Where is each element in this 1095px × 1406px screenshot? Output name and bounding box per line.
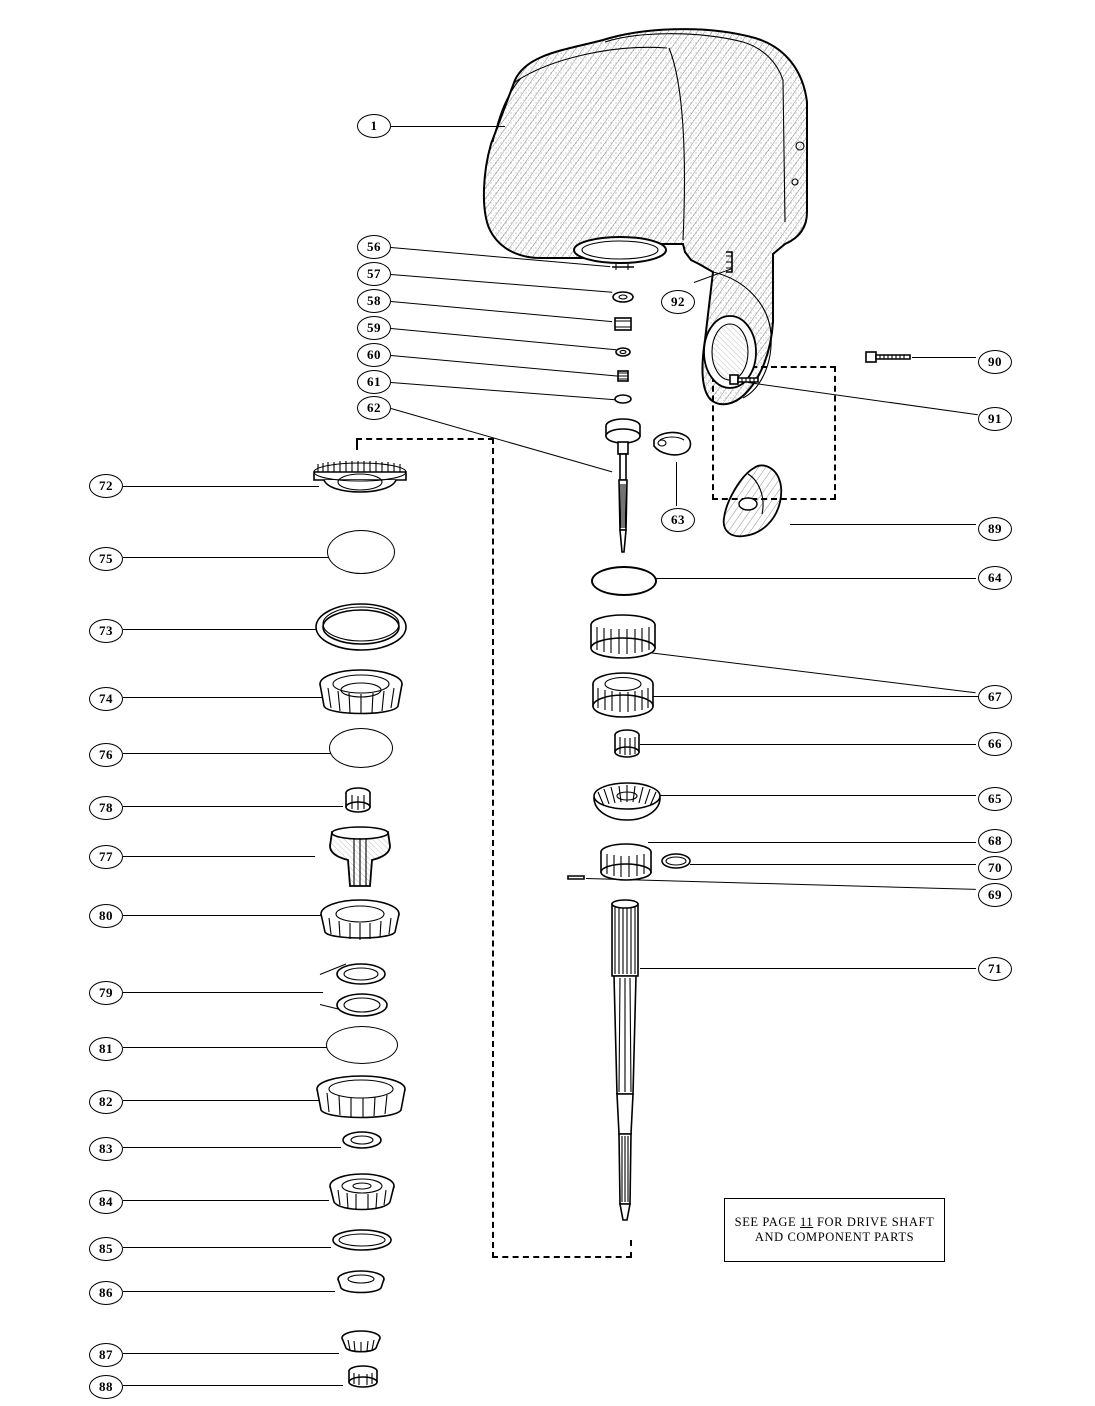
part-67-bearing-race-lower [590, 672, 656, 720]
callout-77[interactable]: 77 [89, 845, 123, 869]
part-60-spring [612, 368, 634, 384]
part-80-bearing [319, 898, 401, 944]
part-69-pin [566, 872, 588, 882]
leader-82 [123, 1100, 319, 1101]
callout-89[interactable]: 89 [978, 517, 1012, 541]
callout-79[interactable]: 79 [89, 981, 123, 1005]
leader-88 [123, 1385, 343, 1386]
part-65-pinion-gear [588, 776, 666, 828]
part-68-bearing-carrier [598, 842, 654, 884]
part-89-trim-tab [718, 462, 794, 544]
group-dash-left-stub [356, 438, 358, 450]
part-70-retaining-ring [659, 852, 693, 870]
part-61-retainer [610, 392, 636, 406]
part-74-tapered-bearing [318, 668, 404, 720]
callout-63[interactable]: 63 [661, 508, 695, 532]
part-58-bushing [606, 314, 640, 334]
part-84-bearing-assembly [328, 1172, 396, 1220]
reference-note-box [724, 1198, 945, 1262]
note-line-2: AND COMPONENT PARTS [754, 1230, 915, 1244]
callout-78[interactable]: 78 [89, 796, 123, 820]
note-line-1: SEE PAGE 11 FOR DRIVE SHAFT [734, 1215, 935, 1229]
part-59-o-ring [612, 346, 634, 358]
leader-80 [123, 915, 321, 916]
leader-74 [123, 697, 323, 698]
callout-67[interactable]: 67 [978, 685, 1012, 709]
callout-69[interactable]: 69 [978, 883, 1012, 907]
part-91-screw [728, 372, 764, 388]
callout-90[interactable]: 90 [978, 350, 1012, 374]
leader-83 [123, 1147, 341, 1148]
leader-85 [123, 1247, 331, 1248]
leader-81 [123, 1047, 331, 1048]
callout-87[interactable]: 87 [89, 1343, 123, 1367]
part-83-washer [341, 1130, 383, 1150]
group-dash-bottom-stub [630, 1240, 632, 1258]
callout-58[interactable]: 58 [357, 289, 391, 313]
callout-64[interactable]: 64 [978, 566, 1012, 590]
leader-86 [123, 1291, 335, 1292]
callout-80[interactable]: 80 [89, 904, 123, 928]
leader-67b [648, 696, 978, 697]
group-dash-right [492, 438, 494, 1258]
callout-62[interactable]: 62 [357, 396, 391, 420]
part-71-drive-shaft [600, 898, 652, 1228]
leader-87 [123, 1353, 339, 1354]
leader-70 [690, 864, 976, 865]
part-92-clip [718, 248, 740, 276]
note-page-number: 11 [800, 1215, 814, 1229]
callout-60[interactable]: 60 [357, 343, 391, 367]
callout-61[interactable]: 61 [357, 370, 391, 394]
leader-68 [648, 842, 976, 843]
part-90-bolt [864, 348, 916, 366]
part-64-o-ring [591, 566, 657, 596]
callout-72[interactable]: 72 [89, 474, 123, 498]
leader-65 [660, 795, 976, 796]
leader-77 [123, 856, 315, 857]
part-82-bearing-carrier [315, 1074, 407, 1124]
part-79-shim-upper [335, 962, 387, 986]
callout-81[interactable]: 81 [89, 1037, 123, 1061]
callout-59[interactable]: 59 [357, 316, 391, 340]
callout-92[interactable]: 92 [661, 290, 695, 314]
callout-56[interactable]: 56 [357, 235, 391, 259]
callout-83[interactable]: 83 [89, 1137, 123, 1161]
gear-housing-illustration [455, 22, 835, 442]
part-77-propeller-shaft-carrier [310, 828, 410, 908]
part-56-seal [610, 262, 636, 272]
callout-65[interactable]: 65 [978, 787, 1012, 811]
leader-90 [912, 357, 976, 358]
leader-73 [123, 629, 317, 630]
leader-72 [123, 486, 319, 487]
callout-76[interactable]: 76 [89, 743, 123, 767]
group-dash-bottom [492, 1256, 632, 1258]
part-79-shim-lower [335, 992, 389, 1018]
part-67-bearing-race-upper [588, 614, 658, 660]
part-62-shift-shaft [598, 412, 648, 562]
callout-70[interactable]: 70 [978, 856, 1012, 880]
callout-88[interactable]: 88 [89, 1375, 123, 1399]
callout-91[interactable]: 91 [978, 407, 1012, 431]
callout-84[interactable]: 84 [89, 1190, 123, 1214]
leader-66 [640, 744, 976, 745]
callout-74[interactable]: 74 [89, 687, 123, 711]
leader-63 [676, 462, 677, 506]
leader-67a [648, 652, 976, 693]
callout-85[interactable]: 85 [89, 1237, 123, 1261]
leader-71 [640, 968, 976, 969]
part-76-o-ring [329, 728, 393, 768]
part-57-washer [608, 290, 638, 304]
part-73-bearing-race [314, 602, 408, 652]
callout-86[interactable]: 86 [89, 1281, 123, 1305]
callout-1[interactable]: 1 [357, 114, 391, 138]
part-86-seal [336, 1270, 386, 1296]
callout-75[interactable]: 75 [89, 547, 123, 571]
part-81-o-ring [326, 1026, 398, 1064]
callout-68[interactable]: 68 [978, 829, 1012, 853]
part-88-nut [345, 1364, 381, 1390]
part-66-sleeve [612, 728, 642, 760]
callout-71[interactable]: 71 [978, 957, 1012, 981]
part-63-shift-cam [650, 428, 696, 462]
leader-75 [123, 557, 331, 558]
part-72-gear-assembly [310, 458, 410, 506]
leader-78 [123, 806, 343, 807]
leader-76 [123, 753, 331, 754]
leader-89 [790, 524, 976, 525]
leader-64 [650, 578, 976, 579]
part-85-retaining-ring [331, 1228, 393, 1252]
part-87-seal [340, 1330, 382, 1356]
callout-73[interactable]: 73 [89, 619, 123, 643]
callout-82[interactable]: 82 [89, 1090, 123, 1114]
part-75-o-ring [327, 530, 395, 574]
part-78-spacer [343, 786, 373, 814]
callout-57[interactable]: 57 [357, 262, 391, 286]
callout-66[interactable]: 66 [978, 732, 1012, 756]
leader-79 [123, 992, 323, 993]
leader-84 [123, 1200, 329, 1201]
